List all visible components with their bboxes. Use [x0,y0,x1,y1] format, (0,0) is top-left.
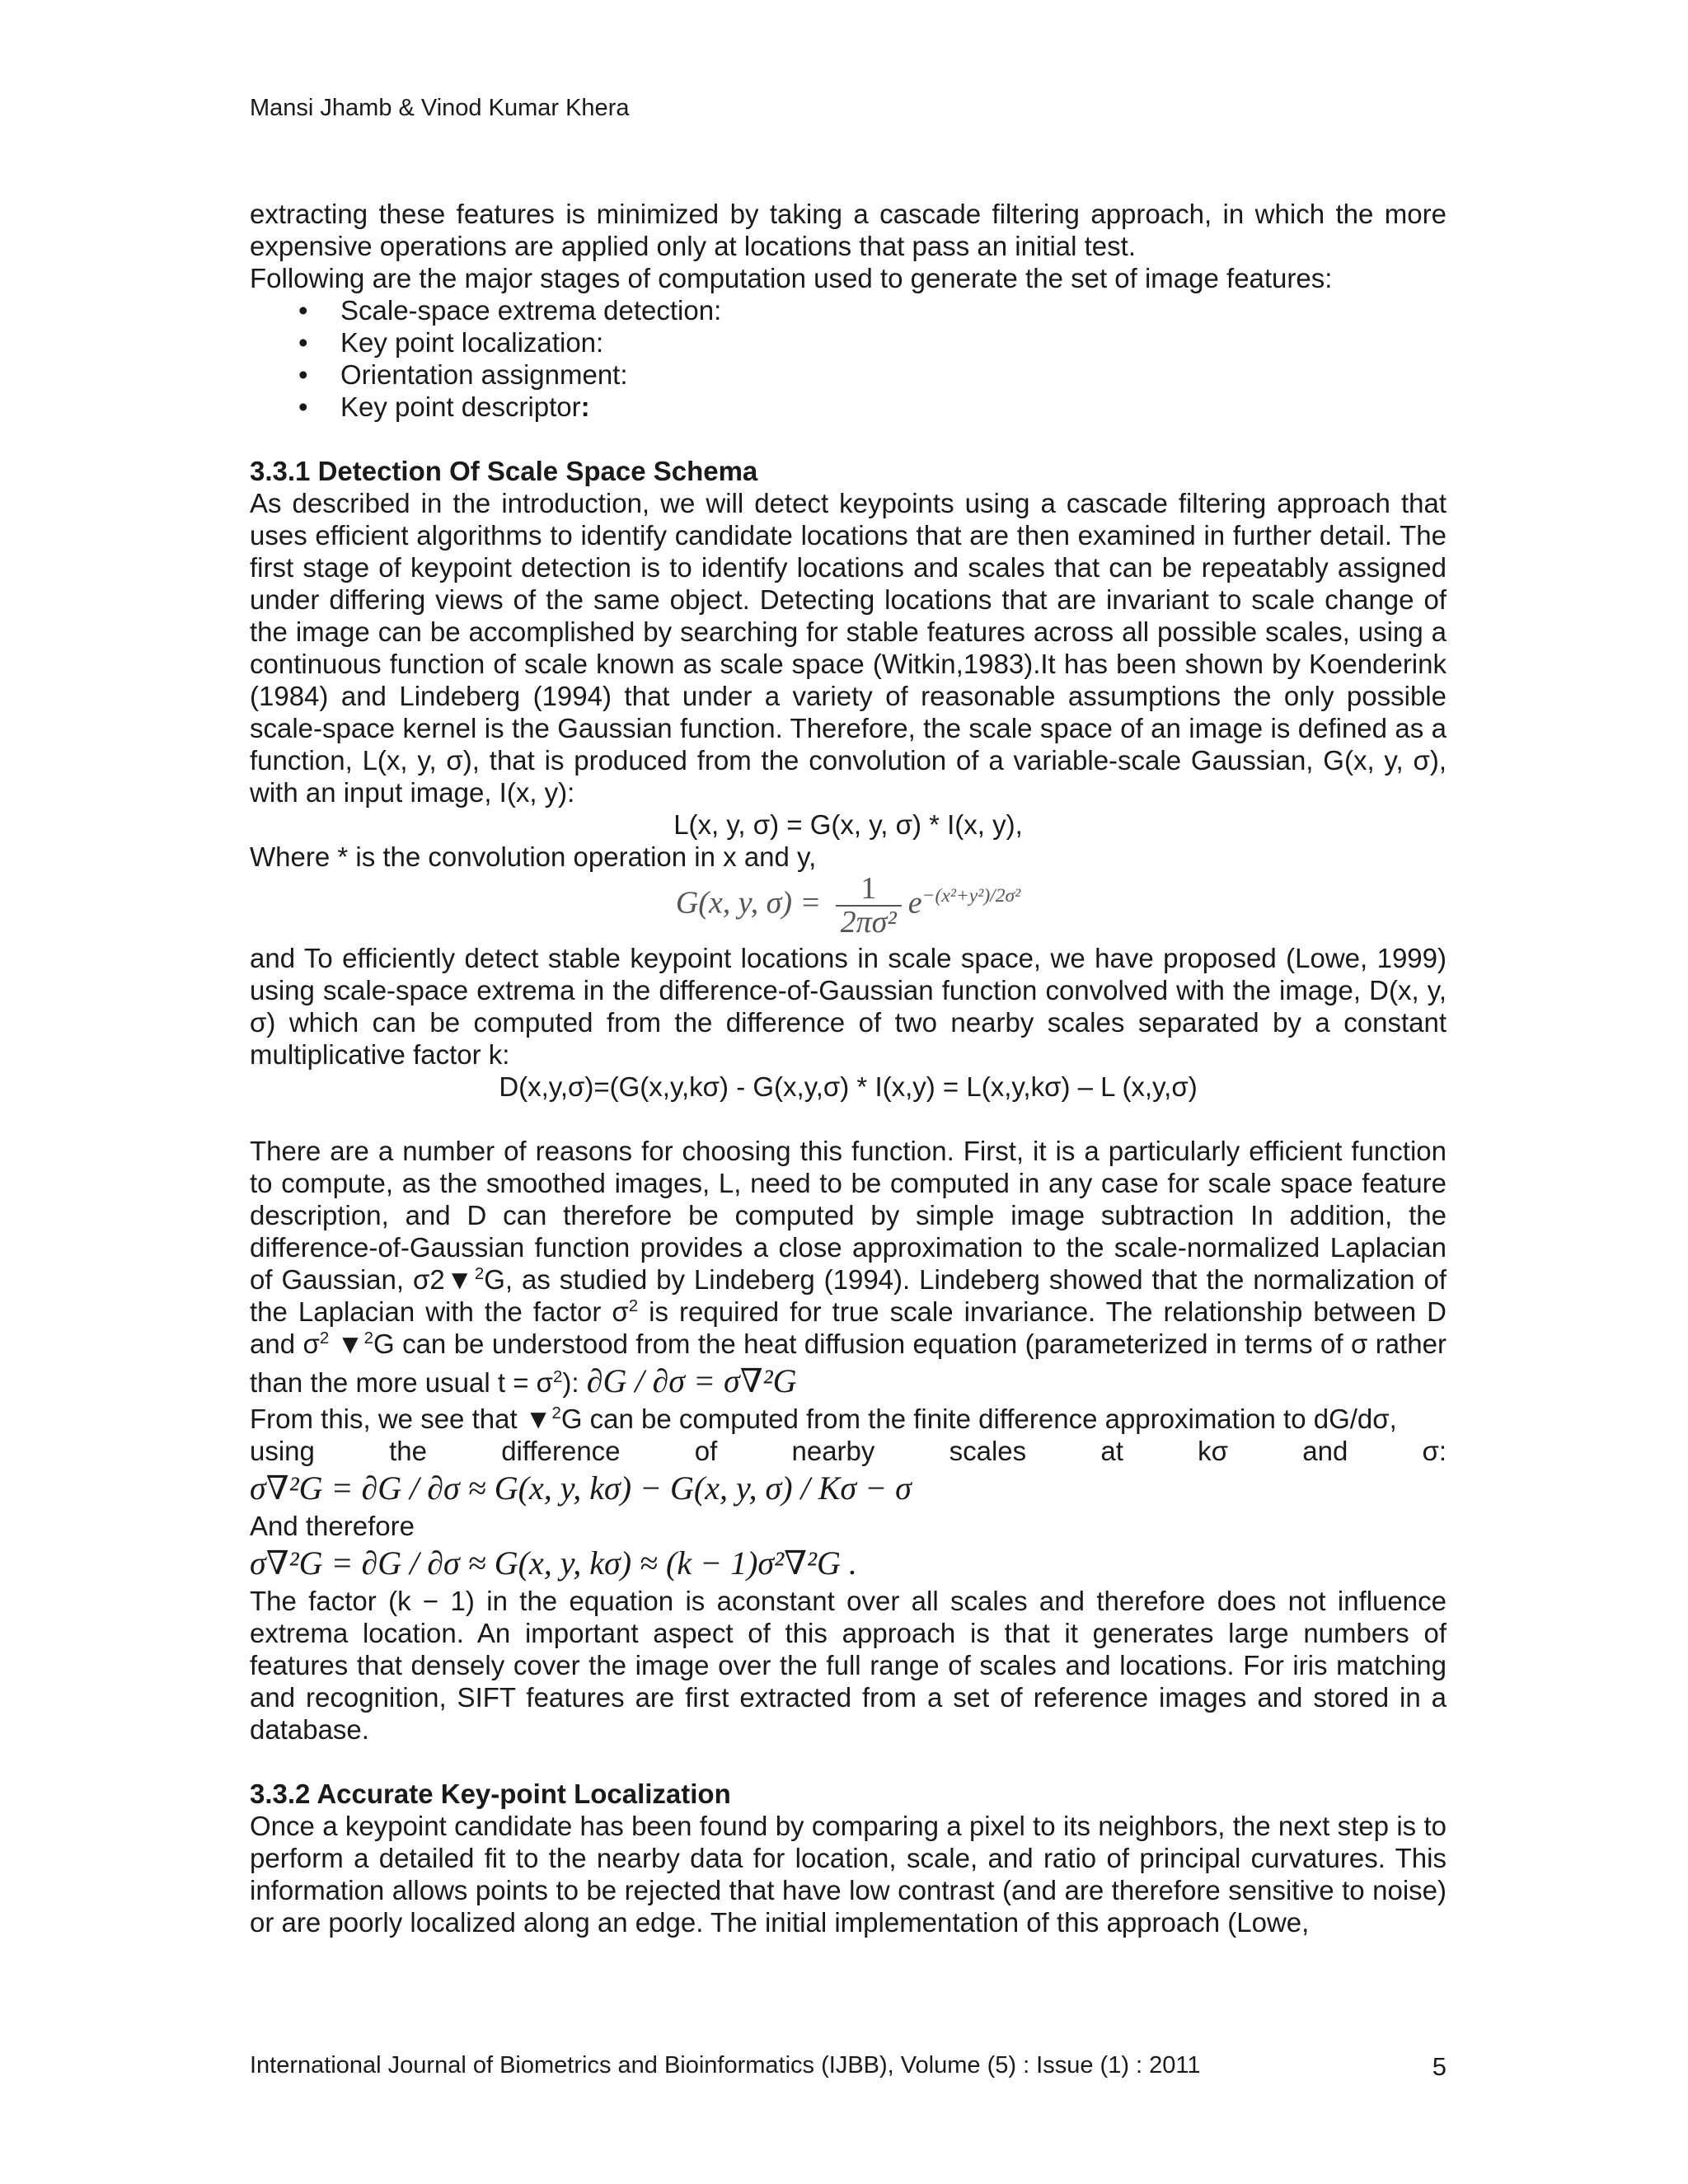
word: difference [501,1436,621,1466]
word: using [250,1436,315,1466]
journal-citation: International Journal of Biometrics and Bioinformatics (IJBB), Volume (5) : Issue (1) : 2011 [250,2052,1201,2079]
list-item: • Scale-space extrema detection: [340,294,1447,326]
running-header: Mansi Jhamb & Vinod Kumar Khera [250,95,630,121]
gaussian-denominator: 2πσ² [840,905,897,940]
text-run: From this, we see that ▼ [250,1404,552,1434]
section-heading: 3.3.1 Detection Of Scale Space Schema [250,456,758,486]
text-run: G can be understood from the heat diffusion equation (parameterized in terms of σ rather than the more usual t = σ [250,1329,1447,1398]
superscript: 2 [474,1264,485,1283]
paragraph: The factor (k − 1) in the equation is aconstant over all scales and therefore does not influence extrema location. An important aspect of this approach is that it generates large numbers of features that densely cover the image over the full range of scales and locations. For iris matching and recognition, SIFT features are first extracted from a set of reference images and stored in a database. [250,1586,1447,1745]
paragraph: Once a keypoint candidate has been found by comparing a pixel to its neighbors, the next step is to perform a detailed fit to the nearby data for location, scale, and ratio of principal curvatures. This information allows points to be rejected that have low contrast (and are therefore sensitive to noise) or are poorly localized along an edge. The initial implementation of this approach (Lowe, [250,1811,1447,1938]
intro-paragraph: extracting these features is minimized by taking a cascade filtering approach, in which the more expensive operations are applied only at locations that pass an initial test. [250,199,1447,261]
word: σ: [1422,1436,1447,1466]
superscript: 2 [551,1404,561,1422]
word: scales [949,1436,1027,1466]
paragraph: and To efficiently detect stable keypoint locations in scale space, we have proposed (Lowe, 1999) using scale-space extrema in the difference-of-Gaussian function convolved with the image, D(x, y, σ) which can be computed from the difference of two nearby scales separated by a constant multiplicative factor k: [250,943,1447,1070]
word: and [1302,1436,1348,1466]
list-item-colon: : [580,391,590,422]
paragraph [250,1403,1447,1435]
stages-intro: Following are the major stages of computation used to generate the set of image features: [250,263,1333,293]
gaussian-equation [250,873,1447,942]
gaussian-lhs: G(x, y, σ) = [675,885,822,921]
paragraph [250,1135,1447,1403]
text-run: ): [562,1367,579,1398]
equation-finite-difference: σ∇²G = ∂G / ∂σ ≈ G(x, y, kσ) − G(x, y, σ) / Kσ − σ [250,1469,912,1507]
body-content [250,198,1447,1938]
gaussian-fraction [836,873,902,939]
word: at [1100,1436,1123,1466]
superscript: 2 [553,1367,563,1386]
section-heading: 3.3.2 Accurate Key-point Localization [250,1779,731,1809]
page-number: 5 [1432,2052,1447,2081]
gaussian-exp-base: e [907,885,922,921]
text-run: is required for true scale invariance. The relationship between D and σ [250,1296,1447,1359]
equation-scale-space: L(x, y, σ) = G(x, y, σ) * I(x, y), [673,809,1023,840]
heat-equation: ∂G / ∂σ = σ∇²G [586,1362,797,1399]
text-run: G can be computed from the finite difference approximation to dG/dσ, [560,1404,1397,1434]
stages-list [250,294,1447,423]
page-footer [250,2052,1447,2079]
list-item: • Key point localization: [340,326,1447,359]
gaussian-exponent: −(x²+y²)/2σ² [921,885,1021,907]
text-run: G, as studied by Lindeberg (1994). Lindeberg showed that the normalization of the Laplacian with the factor σ [250,1264,1447,1327]
text-run: ▼ [329,1329,364,1359]
word: nearby [791,1436,875,1466]
word: kσ [1198,1436,1229,1466]
word: the [389,1436,427,1466]
paragraph: Where * is the convolution operation in x and y, [250,841,817,872]
equation-dog: D(x,y,σ)=(G(x,y,kσ) - G(x,y,σ) * I(x,y) = L(x,y,kσ) – L (x,y,σ) [499,1071,1198,1102]
paragraph: And therefore [250,1511,415,1541]
list-item: • Orientation assignment: [340,359,1447,391]
text-run: There are a number of reasons for choosing this function. First, it is a particularly efficient function to compute, as the smoothed images, L, need to be computed in any case for scale space feature description, and D can therefore be computed by simple image subtraction In addition, the difference-of-Gaussian function provides a close approximation to the scale-normalized Laplacian of Gaussian, σ2▼ [250,1136,1447,1295]
equation-approximation: σ∇²G = ∂G / ∂σ ≈ G(x, y, kσ) ≈ (k − 1)σ²∇²G . [250,1544,857,1582]
list-item-text: Key point descriptor [340,391,581,422]
superscript: 2 [363,1329,373,1347]
spread-line [250,1435,1447,1467]
list-item [340,391,1447,423]
gaussian-numerator: 1 [836,873,902,907]
superscript: 2 [628,1296,639,1315]
paragraph: As described in the introduction, we will detect keypoints using a cascade filtering approach that uses efficient algorithms to identify candidate locations that are then examined in further detail. The first stage of keypoint detection is to identify locations and scales that can be repeatably assigned under differing views of the same object. Detecting locations that are invariant to scale change of the image can be accomplished by searching for stable features across all possible scales, using a continuous function of scale known as scale space (Witkin,1983).It has been shown by Koenderink (1984) and Lindeberg (1994) that under a variety of reasonable assumptions the only possible scale-space kernel is the Gaussian function. Therefore, the scale space of an image is defined as a function, L(x, y, σ), that is produced from the convolution of a variable-scale Gaussian, G(x, y, σ), with an input image, I(x, y): [250,488,1447,808]
word: of [694,1436,718,1466]
superscript: 2 [319,1329,330,1347]
